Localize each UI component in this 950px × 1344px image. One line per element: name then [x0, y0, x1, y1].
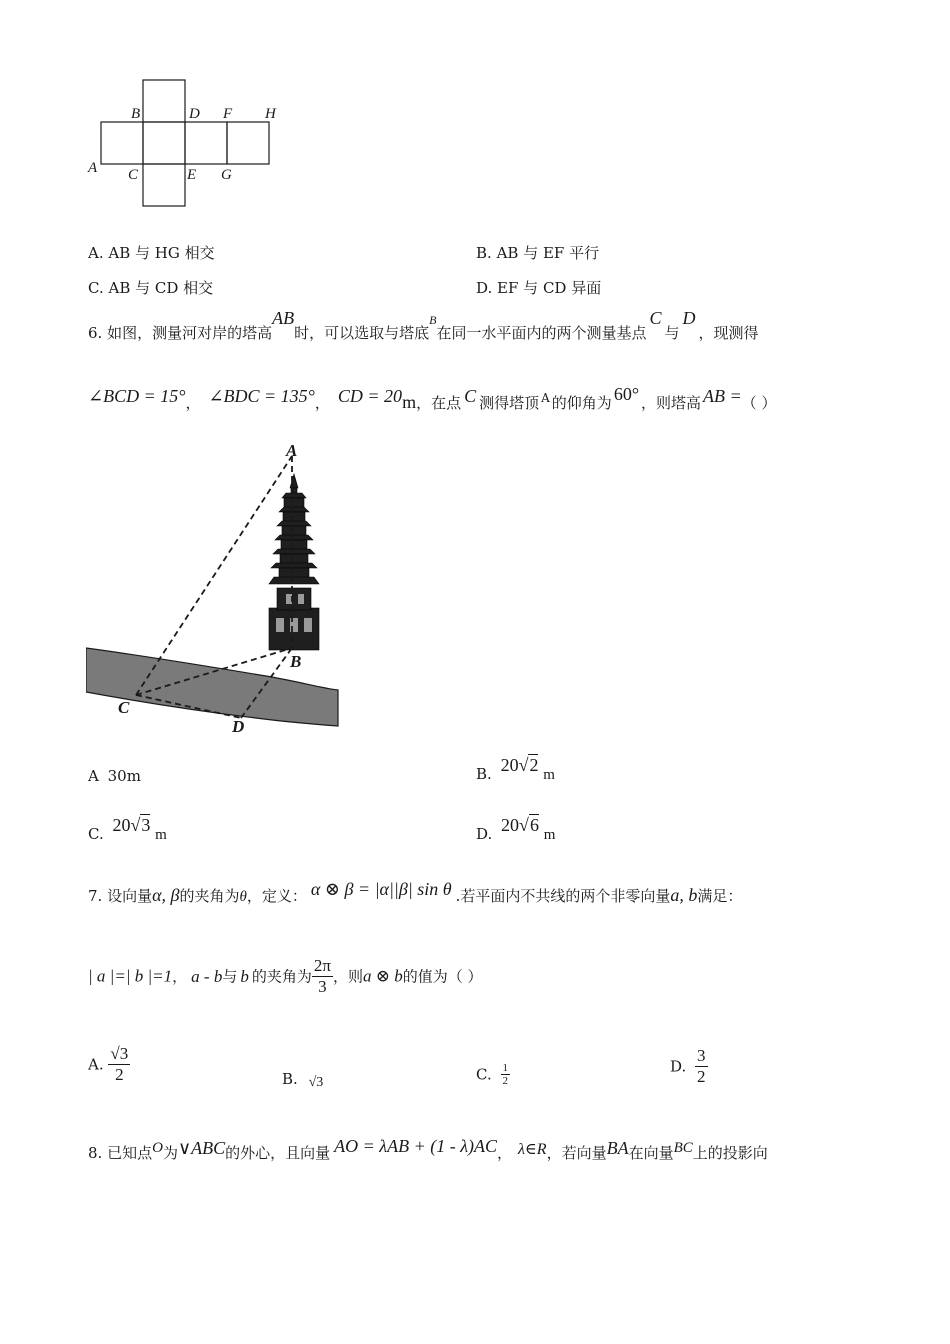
q7-a-minus-b: a - b [191, 966, 223, 986]
q8-lambda: λ∈R [518, 1141, 547, 1158]
q6-text-3: 与 [664, 324, 680, 342]
q6-option-b-rad: 2 [529, 755, 539, 775]
net-label-c: C [128, 167, 139, 183]
q7-option-a-fraction [108, 1044, 130, 1085]
q7-text-4: 满足： [697, 887, 743, 905]
q7-option-d-fraction [691, 1046, 708, 1087]
q5-option-c-text: AB 与 CD 相交 [108, 279, 214, 297]
q7-definition: α ⊗ β = |α||β| sin θ [310, 879, 452, 899]
q7-text-1: 的夹角为 [179, 887, 240, 905]
q7-option-c-fraction [497, 1062, 511, 1087]
q7-option-c [476, 1062, 510, 1087]
q6-option-b-letter: B. [476, 765, 492, 783]
q7-option-b-letter: B. [282, 1070, 298, 1088]
q6-var-c: C [649, 308, 662, 328]
fig-label-c: C [118, 698, 130, 717]
q7-option-d-den: 2 [697, 1067, 706, 1086]
q7-option-a-den: 2 [115, 1065, 124, 1084]
net-label-e: E [187, 167, 197, 183]
q7-angle-fraction [312, 956, 333, 997]
q7-line1 [88, 880, 742, 912]
net-label-h: H [265, 106, 276, 122]
q6-option-b-coef: 20 [500, 755, 519, 775]
q7-text-5: 与 [222, 967, 238, 986]
net-square-mid2 [185, 122, 227, 164]
q7-b: b [240, 966, 249, 986]
fig-label-b: B [290, 652, 302, 671]
q6-text-1: 时，可以选取与塔底 [294, 324, 430, 342]
q7-theta: θ [239, 889, 247, 905]
q6-option-d-letter: D. [476, 825, 493, 843]
q7-option-d [670, 1046, 708, 1087]
q6-text-5: ，在点 [416, 394, 462, 412]
net-label-b: B [131, 106, 141, 122]
q6-option-a-text: 30m [107, 767, 141, 785]
q7-option-a-letter: A. [88, 1055, 104, 1074]
q7-text-7: ，则 [332, 967, 363, 986]
q7-option-c-letter: C. [476, 1065, 492, 1084]
q8-text-3: ，若向量 [546, 1144, 607, 1162]
q8-vector-ba: BA [606, 1138, 629, 1158]
q6-text-6: 测得塔顶 [479, 394, 540, 412]
q6-option-b-unit: m [543, 767, 555, 783]
cube-net-figure [85, 72, 285, 212]
fig-label-a: A [286, 441, 298, 460]
q6-elevation-angle: 60° [613, 384, 640, 404]
q6-option-c: C. 20√3 m [88, 815, 167, 843]
net-label-a: A [88, 160, 98, 176]
q5-option-b-letter: B. [476, 244, 492, 262]
q6-paren: （ ） [741, 394, 777, 412]
q6-option-c-unit: m [155, 827, 167, 843]
q8-sep: ， [497, 1144, 513, 1162]
q6-var-ab: AB [272, 308, 295, 328]
q5-option-c [88, 277, 213, 298]
q6-line2 [88, 384, 776, 422]
q6-option-c-rad: 3 [141, 815, 151, 835]
q7-sep: ， [172, 967, 188, 986]
q7-ab: a, b [670, 885, 698, 905]
q7-condition: | a |=| b |=1 [88, 966, 173, 986]
q7-option-b [282, 1070, 323, 1089]
q6-text-7: 的仰角为 [551, 394, 612, 412]
q6-ab-eq: AB = [703, 386, 742, 406]
q6-var-b: B [429, 313, 437, 327]
q6-angle-bcd: ∠BCD = 15° [88, 386, 186, 406]
q7-vars: α, β [152, 885, 180, 905]
net-square-right [227, 122, 269, 164]
q7-text-3: .若平面内不共线的两个非零向量 [455, 887, 671, 905]
net-square-left [101, 122, 143, 164]
q5-option-c-letter: C. [88, 279, 104, 297]
q7-option-a-num: √3 [110, 1044, 129, 1063]
q6-line1 [88, 308, 759, 354]
q8-text-5: 上的投影向 [692, 1144, 768, 1162]
q6-sep-1: ， [185, 394, 201, 412]
q8-point-o: O [152, 1140, 163, 1156]
q5-option-b-text: AB 与 EF 平行 [496, 244, 600, 262]
q8-text-1: 为 [162, 1144, 178, 1162]
fig-label-d: D [232, 717, 245, 736]
q7-option-c-num: 1 [502, 1062, 508, 1074]
q7-text-2: ，定义： [246, 887, 307, 905]
q7-expr: a ⊗ b [362, 966, 403, 986]
q6-option-b: B. 20√2 m [476, 755, 555, 783]
q5-option-a-text: AB 与 HG 相交 [108, 244, 215, 262]
q6-option-d: D. 20√6 m [476, 815, 556, 843]
q8-vector-bc: BC [673, 1140, 693, 1156]
q6-var-d: D [682, 308, 696, 328]
q5-option-a [88, 242, 215, 263]
q6-point-c: C [464, 386, 477, 406]
net-square-bottom [143, 164, 185, 206]
net-label-f: F [223, 106, 233, 122]
net-square-mid1 [143, 122, 185, 164]
q7-text-8: 的值为（ ） [402, 967, 483, 986]
q7-line2 [88, 956, 483, 997]
q6-point-a: A [541, 391, 550, 405]
q7-text-6: 的夹角为 [251, 967, 312, 986]
q5-option-d-text: EF 与 CD 异面 [497, 279, 602, 297]
q6-cd-length: CD = 20 [337, 386, 403, 406]
q5-option-d [476, 277, 601, 298]
q6-sep-2: ， [314, 394, 330, 412]
q6-option-d-coef: 20 [501, 815, 520, 835]
q8-text-4: 在向量 [628, 1144, 674, 1162]
q8-triangle: ∨ABC [177, 1138, 226, 1158]
q7-num: 7. 设向量 [88, 887, 153, 905]
q6-option-d-rad: 6 [529, 815, 539, 835]
q6-option-a [88, 767, 141, 785]
q8-num: 8. 已知点 [88, 1144, 153, 1162]
q7-frac-num: 2π [313, 956, 331, 975]
line-ca [136, 456, 292, 695]
q6-option-a-letter: A [88, 767, 99, 785]
net-label-d: D [189, 106, 200, 122]
q8-text-2: 的外心，且向量 [225, 1144, 331, 1162]
q6-option-c-coef: 20 [112, 815, 131, 835]
net-square-top [143, 80, 185, 122]
q5-option-d-letter: D. [476, 279, 493, 297]
q7-frac-den: 3 [318, 977, 327, 996]
tower-river-figure [86, 438, 346, 738]
q7-option-c-den: 2 [502, 1075, 508, 1087]
q6-unit: m [402, 392, 417, 412]
q6-num: 6. 如图，测量河对岸的塔高 [88, 324, 273, 342]
q6-text-2: 在同一水平面内的两个测量基点 [436, 324, 647, 342]
q6-option-d-unit: m [543, 827, 556, 843]
q7-option-d-letter: D. [670, 1057, 687, 1076]
q5-option-a-letter: A. [88, 244, 104, 262]
q6-angle-bdc: ∠BDC = 135° [208, 386, 315, 406]
q8-vector-eq: AO = λAB + (1 - λ)AC [334, 1136, 497, 1156]
q7-option-d-num: 3 [697, 1046, 706, 1065]
q6-text-4: ，现测得 [698, 324, 759, 342]
net-label-g: G [221, 167, 232, 183]
q8-line1 [88, 1134, 768, 1172]
q5-option-b [476, 242, 599, 263]
q7-option-a [88, 1044, 130, 1085]
q7-option-b-text: √3 [308, 1075, 324, 1090]
q6-option-c-letter: C. [88, 825, 104, 843]
q6-text-8: ，则塔高 [641, 394, 702, 412]
